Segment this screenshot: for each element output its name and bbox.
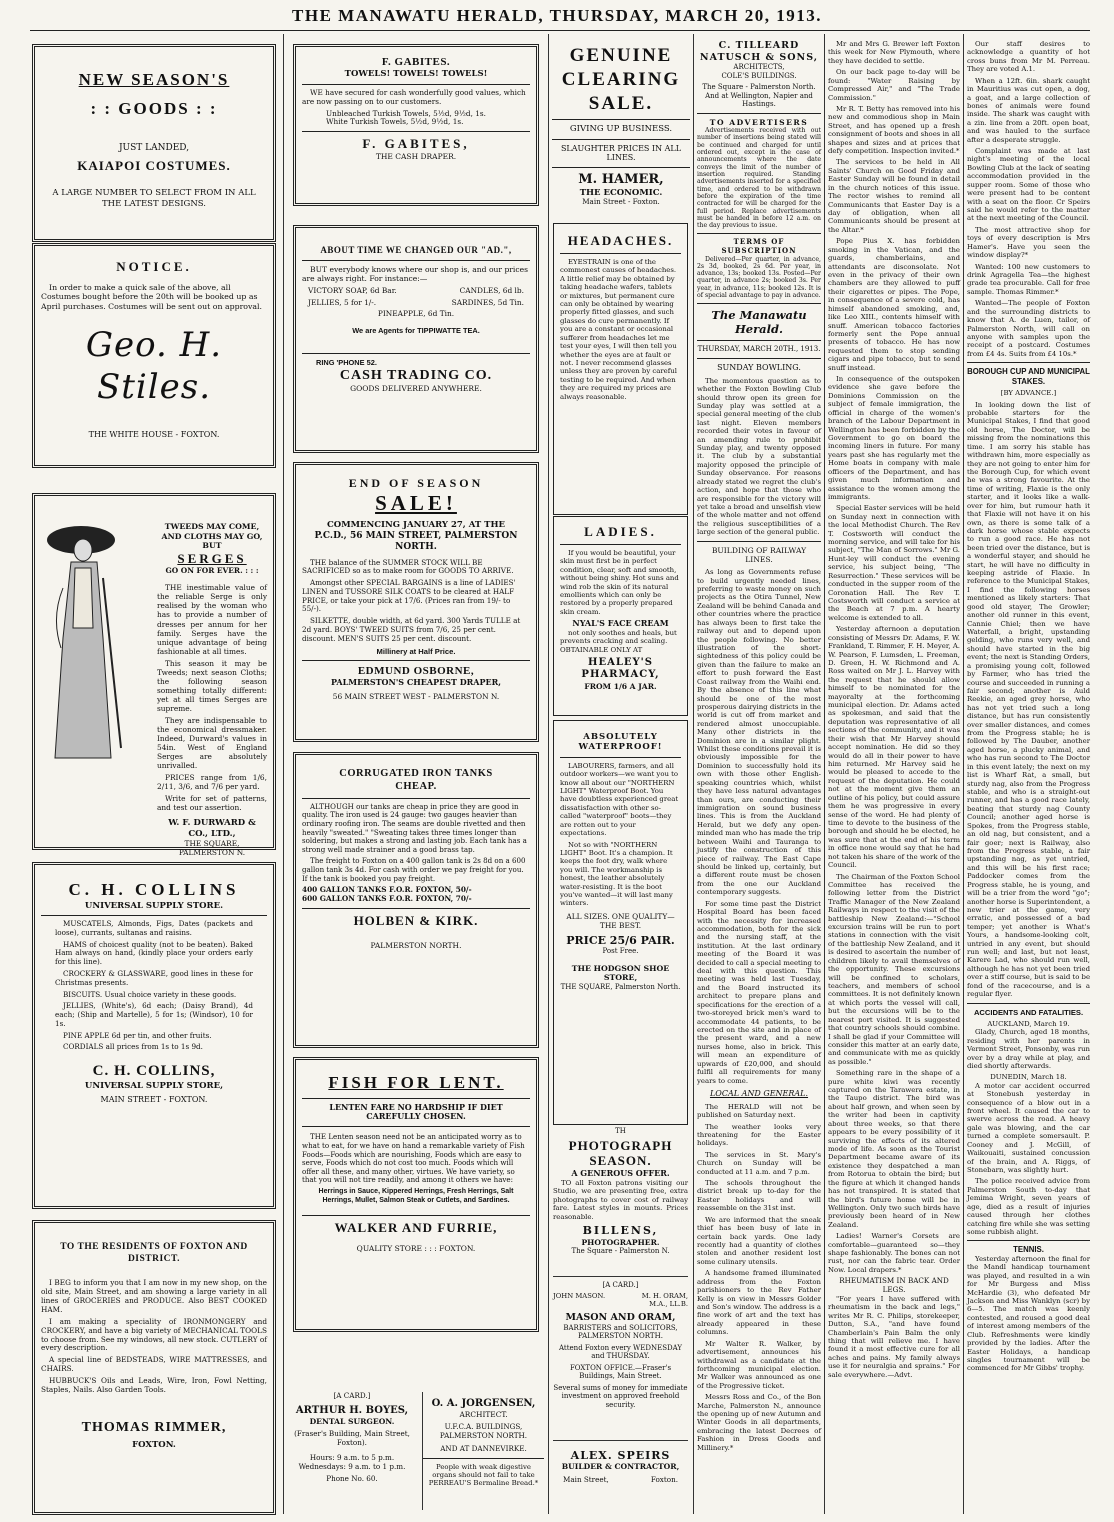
column-6 bbox=[967, 40, 1090, 1515]
ad-gabites bbox=[293, 44, 539, 206]
ad-title: PHOTOGRAPH SEASON. bbox=[568, 1137, 673, 1169]
article-title: TENNIS. bbox=[1013, 1245, 1044, 1255]
article-body: Wanted: 100 new customers to drink Agragella Tea—the highest grade tea procurable. Call for free sample. Thomas Rimmer.* bbox=[967, 262, 1090, 296]
card-address: And at Wellington, Napier and Hastings. bbox=[705, 91, 813, 109]
ad-title: SALE! bbox=[375, 490, 457, 515]
card-note: People with weak digestive organs should not fail to take PERREAU'S Bermaline Bread.* bbox=[428, 1462, 539, 1488]
ad-title: GENUINE CLEARING SALE. bbox=[561, 45, 681, 114]
masthead-rule bbox=[30, 30, 1090, 31]
ad-paragraph: ALTHOUGH our tanks are cheap in price they are good in quality. The iron used is 24 gauge: two gauges heavier than ordinary roofing iron. The seams are double rivetted and then heavily "sweated." "Sweating takes three times longer than soldering, but makes a strong and lasting job. Each tank has a strong well made strainer and a good brass tap. bbox=[302, 801, 527, 854]
paper-date: THURSDAY, MARCH 20TH., 1913. bbox=[697, 345, 821, 354]
list-item: CORDIALS all prices from 1s to 1s 9d. bbox=[63, 1042, 203, 1052]
ad-sub: GIVING UP BUSINESS. bbox=[569, 124, 673, 135]
ad-price: FROM 1/6 A JAR. bbox=[584, 681, 657, 691]
card-name: O. A. JORGENSEN, bbox=[431, 1398, 536, 1409]
ad-product: NYAL'S FACE CREAM bbox=[572, 618, 669, 629]
ad-paragraph: LABOURERS, farmers, and all outdoor workers—we want you to know all about our "NORTHERN LIGHT" Waterproof Boot. You have doubtless experienced great dissatisfaction with other so-called "waterproof" boots—they are rotten out to your expectations. bbox=[560, 761, 679, 838]
list-item: PINE APPLE 6d per tin, and other fruits. bbox=[63, 1030, 212, 1040]
ad-durward-serges bbox=[32, 493, 276, 857]
ad-sub: THE CASH DRAPER. bbox=[375, 152, 457, 162]
ad-title: C. H. COLLINS bbox=[68, 880, 240, 899]
article-body: The services to be held in All Saints' Church on Good Friday and Easter Sunday will be found in detail in the church notices of this issue. The rector wishes to remind all Communicants that Easter Day is a day of obligation, when all Communicants should be present at the Altar.* bbox=[828, 158, 960, 234]
article-body: Complaint was made at last night's meeting of the local Bowling Club at the lack of seating accommodation provided in the supper room. Some of those who were present had to be content with a seat on the floor. Cr Speirs said he would refer to the matter at the next meeting of the Council. bbox=[967, 147, 1090, 223]
card-sub: DENTAL SURGEON. bbox=[309, 1416, 395, 1426]
article-body: The most attractive shop for toys of every description is Mrs Hamer's. Have you seen the window display?* bbox=[967, 225, 1090, 260]
ad-iron-tanks bbox=[293, 752, 539, 1048]
card-line: FOXTON OFFICE.—Fraser's Buildings, Main Street. bbox=[569, 1363, 672, 1381]
ad-title: SERGES bbox=[177, 550, 247, 566]
price-item: PINEAPPLE, 6d Tin. bbox=[377, 308, 455, 318]
article-body: Something rare in the shape of a pure white kiwi was recently captured on the Tarawera estate, in the Taupo district. The bird was about half grown, and when seen by the writer had been in captivity about three weeks, so that there appears to be every possibility of it surviving the effects of its altered mode of life. As soon as the Tourist Department became aware of its existence they despatched a man from Rotorua to obtain the bird; but the figure at which it changed hands has not transpired. It is stated that the bird's future home will be in Wellington. Only two such birds have previously been heard of in New Zealand. bbox=[828, 1069, 960, 1229]
ad-line: JUST LANDED, bbox=[118, 143, 190, 154]
ad-sub: UNIVERSAL SUPPLY STORE. bbox=[84, 900, 224, 911]
ad-fragment: TH bbox=[615, 1127, 626, 1135]
card-line: Attend Foxton every WEDNESDAY and THURSDAY. bbox=[558, 1343, 683, 1361]
ad-paragraph: WE have secured for cash wonderfully good values, which are now passing on to our customers. bbox=[302, 87, 526, 106]
card-name: C. TILLEARD NATUSCH & SONS, bbox=[699, 40, 819, 63]
ad-paragraph: Amongst other SPECIAL BARGAINS is a line of LADIES' LINEN and TUSSORE SILK COATS to be cleared at HALF PRICE, or take your pick at 17/6. (Prices ran from 19/- to 55/-). bbox=[302, 578, 516, 614]
ad-name: M. HAMER, bbox=[578, 172, 664, 188]
price-item: VICTORY SOAP, 6d Bar. bbox=[308, 286, 397, 296]
ad-paragraph: A special line of BEDSTEADS, WIRE MATTRESSES, and CHAIRS. bbox=[41, 1355, 267, 1374]
ad-title: CORRUGATED IRON TANKS CHEAP. bbox=[339, 768, 493, 792]
ad-title: LADIES. bbox=[584, 524, 657, 539]
ad-notice bbox=[32, 243, 276, 468]
ad-rimmer bbox=[32, 1220, 276, 1515]
ad-address: The Square - Palmerston N. bbox=[571, 1246, 670, 1255]
paper-title: The Manawatu Herald. bbox=[711, 308, 807, 337]
ad-sub: PALMERSTON'S CHEAPEST DRAPER, bbox=[330, 677, 502, 688]
ad-new-season-goods bbox=[32, 44, 276, 242]
ad-paragraph: BUT everybody knows where our shop is, and our prices are always right. For instance:— bbox=[302, 264, 529, 284]
article-body: The services in St. Mary's Church on Sunday will be conducted at 11 a.m. and 7 p.m. bbox=[697, 1150, 821, 1176]
ad-shop: HEALEY'S PHARMACY, bbox=[581, 657, 660, 681]
ad-paragraph: PRICES range from 1/6, 2/11, 3/6, and 7/6 per yard. bbox=[157, 773, 267, 792]
ad-title: : : GOODS : : bbox=[90, 98, 218, 118]
ad-list: Herrings in Sauce, Kippered Herrings, Fresh Herrings, Salt Herrings, Mullet, Salmon Steak or Cutlets, and Sardines. bbox=[318, 1188, 514, 1204]
ad-footer: THE WHITE HOUSE - FOXTON. bbox=[88, 430, 220, 440]
article-body: When a 12ft. 6in. shark caught in Mauritius was cut open, a dog, a goat, and a large collection of bones of animals were found inside. The shark was caught with a zin. line from a 20ft. open boat, and was hauled to the surface after a desperate struggle. bbox=[967, 76, 1090, 144]
list-item: MUSCATELS, Almonds, Figs, Dates (packets and loose), currants, sultanas and raisins. bbox=[55, 919, 253, 937]
card-address: U.F.C.A. BUILDINGS, PALMERSTON NORTH. bbox=[439, 1422, 528, 1440]
section-title: TO ADVERTISERS bbox=[709, 117, 809, 127]
ad-address: THE SQUARE, PALMERSTON N. bbox=[178, 838, 246, 857]
card-line: Several sums of money for immediate investment on approved freehold security. bbox=[553, 1383, 688, 1409]
article-title: ACCIDENTS AND FATALITIES. bbox=[973, 1007, 1084, 1017]
card-hours: Hours: 9 a.m. to 5 p.m. Wednesdays: 9 a.m. to 1 p.m. bbox=[298, 1452, 406, 1471]
card-sub: COLE'S BUILDINGS. bbox=[721, 71, 797, 80]
card-speirs bbox=[553, 1440, 688, 1510]
notice-text: Advertisements received with out number of insertions being stated will be continued and charged for until ordered out, except in the case of announcements where the date conveys the limit of the number of insertion required. Standing advertisements inserted for a specified time, and ordered to be withdrawn before the expiration of the time contracted for will be charged for the full period. Replace advertisements must be handed in before 12 a.m. on the day previous to issue. bbox=[697, 127, 821, 230]
article-body: The Chairman of the Foxton School Committee has received the following letter from the District Traffic Manager of the New Zealand Railways in respect to the visit of the battleship New Zealand:—"School excursion trains will be run to port stations in connection with the visit of the battleship New Zealand, and it is desired to ascertain the number of children likely to avail themselves of the opportunity. These excursions will be confined to scholars, teachers, and members of school committees. It is not definitely known at which ports the vessel will call, but the excursions will be to the nearest port visited. It is suggested that country schools should combine. I shall be glad if your Committee will consider this matter at an early date, and communicate with me as quickly as possible." bbox=[828, 872, 961, 1066]
price-item: JELLIES, 5 for 1/-. bbox=[308, 297, 377, 307]
ad-sub: P.C.D., 56 MAIN STREET, PALMERSTON NORTH. bbox=[314, 530, 518, 552]
ad-paragraph: I am making a speciality of IRONMONGERY and CROCKERY, and have a big variety of MECHANICAL TOOLS to choose from. See my windows, all new stock. CUTLERY of every description. bbox=[41, 1316, 267, 1353]
ad-post: Post Free. bbox=[602, 947, 639, 956]
article-body: We are informed that the sneak thief has been busy of late in certain back yards. One lady recently had a quantity of clothes stolen and another resident lost some culinary utensils. bbox=[697, 1215, 821, 1266]
ad-title: EDMUND OSBORNE, bbox=[357, 664, 475, 677]
ad-line: White Turkish Towels, 5½d, 9½d, 1s. bbox=[326, 117, 464, 127]
ad-sub: COMMENCING JANUARY 27, AT THE bbox=[327, 520, 505, 531]
card-address: The Square - Palmerston North. bbox=[702, 83, 816, 92]
card-partner: M. H. ORAM, M.A., LL.B. bbox=[641, 1291, 688, 1308]
ad-description: A LARGE NUMBER TO SELECT FROM IN ALL THE LATEST DESIGNS. bbox=[52, 188, 256, 209]
ad-shop: THE HODGSON SHOE STORE, bbox=[571, 963, 670, 983]
card-address: (Fraser's Building, Main Street, Foxton). bbox=[294, 1429, 410, 1447]
article-body: Mr and Mrs G. Brewer left Foxton this week for New Plymouth, where they have decided to settle. bbox=[828, 40, 960, 65]
masthead: THE MANAWATU HERALD, THURSDAY, MARCH 20, 1913. bbox=[292, 6, 822, 25]
section-title: TERMS OF SUBSCRIPTION bbox=[721, 237, 797, 255]
column-divider bbox=[824, 34, 825, 1514]
ad-title: THOMAS RIMMER, bbox=[81, 1419, 227, 1435]
article-body: In consequence of the outspoken evidence she gave before the Dominions Commission on the subject of female immigration, the official in charge of the women's branch of the Labour Department in Wellington has been forbidden by the Government to go on board the incoming liners in future. For many years past she has regularly met the Home boats in company with male officers of the Department, and has given much information and assistance to the women among the immigrants. bbox=[828, 375, 960, 501]
article-body: Yesterday afternoon a deputation consisting of Messrs Dr. Adams, F. W. Frankland, T. Rimmer, F. H. Meyer, A. W. Pearson, F. Lumsden, L. Freeman, D. Green, H. W. Richmond and A. Ross waited on Mr J. L. Harvey with the request that he should allow himself to be nominated for the mayoralty at the forthcoming municipal election. Dr. Adams acted as spokesman, and said that the deputation was representative of all sections of the community, and it was their wish that Mr Harvey should accept nomination. He did so they would do all in their power to have him returned. Mr Harvey said he would be pleased to accede to the request of the deputation. He could not at the moment give them an outline of his policy, but could assure them he was progressive in every sense of the word. He had plenty of time to devote to the business of the borough and should he be elected, he was sure that at the end of his term in office none would say that he had not taken his share of the work of the Council. bbox=[828, 625, 960, 870]
article-body: "For years I have suffered with rheumatism in the back and legs," writes Mr R. C. Philips, storekeeper, Dutton, S.A., "and have found Chamberlain's Pain Balm the only thing that will relieve me. I have found it a most effective cure for all aches and pains. My family always use it for neuralgia and sprains." For sale everywhere.—Advt. bbox=[828, 1294, 960, 1379]
card-sub: ARCHITECTS, bbox=[733, 63, 785, 72]
column-divider bbox=[693, 34, 694, 1514]
article-body: Yesterday afternoon the final for the Mandl handicap tournament was played, and resulted in a win for Mr Burgess and Miss McHardie (3), who defeated Mr Jackson and Miss Wanklyn (scr) by 6—5. The match was keenly contested, and roused a good deal of interest among members of the Club. Refreshments were kindly provided by the ladies. After the Easter Holidays, a handicap singles tournament will be commenced for Mr Gibbs' trophy. bbox=[967, 1254, 1090, 1373]
ad-clearing-sale bbox=[552, 40, 690, 216]
card-name: ARTHUR H. BOYES, bbox=[295, 1404, 409, 1416]
ad-sizes: ALL SIZES. ONE QUALITY—THE BEST. bbox=[566, 911, 675, 930]
fashion-illustration bbox=[41, 518, 151, 768]
column-divider bbox=[548, 34, 549, 1514]
ad-address: FOXTON. bbox=[132, 1439, 176, 1450]
ad-heading: KAIAPOI COSTUMES. bbox=[77, 158, 231, 174]
card-tillard bbox=[697, 40, 821, 109]
ad-sub: THE ECONOMIC. bbox=[579, 187, 663, 198]
ad-photograph bbox=[553, 1127, 688, 1272]
ad-paragraph: Not so with "NORTHERN LIGHT" Boot. It's a champion. It keeps the foot dry, walk where you will. The workmanship is honest, the leather absolutely water-resisting. It is the boot you've wanted—it will last many winters. bbox=[560, 840, 673, 908]
card-sub: ARCHITECT. bbox=[459, 1410, 508, 1420]
article-body: Glady, Church, aged 18 months, residing with her parents in Vermont Street, Ponsonby, was run over by a dray while at play, and died shortly afterwards. bbox=[967, 1028, 1090, 1070]
card-label: [A CARD.] bbox=[333, 1391, 371, 1400]
card-phone: Phone No. 60. bbox=[326, 1474, 378, 1484]
article-body: Wanted—The people of Foxton and the surrounding districts to know that A. de Luen, tailor, of Palmerston North, will call on anyone with samples upon the receipt of a postcard. Costumes from £4 4s. Suits from £4 10s.* bbox=[967, 299, 1090, 358]
ad-title: HEADACHES. bbox=[567, 233, 674, 248]
ad-heading: TWEEDS MAY COME, AND CLOTHS MAY GO, BUT bbox=[161, 522, 263, 550]
dateline: DUNEDIN, March 18. bbox=[990, 1073, 1067, 1082]
ad-agents: We are Agents for TIPPIWATTE TEA. bbox=[352, 325, 480, 335]
article-body: A handsome framed illuminated address from the Foxton parishioners to the Rev Father Kelly is on view in Messrs Golder and Son's window. The address is a fine work of art and the text has already appeared in these columns. bbox=[697, 1269, 821, 1337]
article-body: For some time past the District Hospital Board has been faced with the necessity for increased accommodation, both for the sick and the nursing staff, at the institution. At the last ordinary meeting of the Board it was decided to call a special meeting to deal with this question. This meeting was held last Tuesday, and the Board instructed its architect to prepare plans and specifications for the erection of a two-storeyed brick men's ward to accommodate 44 patients, to be erected on the site and in place of the present ward, and a new nurses home, also in brick. This will mean an expenditure of upwards of £20,000, and should fulfil all requirements for many years to come. bbox=[697, 899, 821, 1085]
ad-waterproof-boots bbox=[553, 720, 688, 1125]
ad-end-of-season-sale bbox=[293, 462, 539, 742]
ad-price: PRICE 25/6 PAIR. bbox=[566, 933, 675, 947]
ad-address: PALMERSTON NORTH. bbox=[370, 941, 462, 950]
article-title: BOROUGH CUP AND MUNICIPAL STAKES. bbox=[967, 367, 1090, 386]
article-body: Ladies! Warner's Corsets are comfortable—guaranteed so—they shape fashionably. The bones can not rust, nor can the fabric tear. Order Now. Local drapers.* bbox=[828, 1232, 960, 1274]
ad-sub: GO ON FOR EVER. : : : bbox=[165, 566, 259, 576]
article-body: On our back page to-day will be found: "Water Raising by Compressed Air," and "The Trade Commission." bbox=[828, 68, 960, 102]
ad-fish-for-lent bbox=[293, 1057, 539, 1332]
ad-paragraph: EYESTRAIN is one of the commonest causes of headaches. A little relief may be obtained by taking headache wafers, tablets or mixtures, but permanent cure can only be obtained by wearing properly fitted glasses, and such glasses do cure permanently. If you are a constant or occasional sufferer from headaches let me test your eyes, I will then tell you whether the eyes are at fault or not. I never recommend glasses unless they are proven by careful testing to be required. And when they are required my prices are always reasonable. bbox=[560, 257, 677, 401]
ad-title: NEW SEASON'S bbox=[78, 70, 230, 89]
ad-paragraph: THE inestimable value of the reliable Serge is only realised by the woman who has to provide a number of dresses per annum for her family. Serges have the unique advantage of being fashionable at all times. bbox=[157, 583, 267, 656]
ad-title: F. GABITES, bbox=[362, 136, 470, 152]
card-address: Main Street, bbox=[563, 1474, 609, 1484]
ad-paragraph: If you would be beautiful, your skin must first be in perfect condition, clear, soft and smooth, without being shiny. Hot suns and wind rob the skin of its natural emollients which can only be restored by a properly prepared skin cream. bbox=[560, 548, 679, 616]
ad-sub: A GENEROUS OFFER. bbox=[571, 1168, 670, 1179]
ad-paragraph: I BEG to inform you that I am now in my new shop, on the old site, Main Street, and am showing a large variety in all lines of GROCERIES and PRODUCE. Also BEST COOKED HAM. bbox=[41, 1278, 267, 1314]
column-divider bbox=[283, 34, 284, 1514]
article-body: Our staff desires to acknowledge a quantity of hot cross buns from Mr M. Perreau. They are voted A.1. bbox=[967, 40, 1090, 74]
ad-title: TO THE RESIDENTS OF FOXTON AND DISTRICT. bbox=[60, 1242, 248, 1264]
article-body: A motor car accident occurred at Stonebush yesterday in consequence of a blow out in a front wheel. It caused the car to swerve across the road. A heavy gale was blowing, and the car turned a complete somersault. P. Cooney and J. McGill, of Waikouaiti, sustained concussion of the brain, and A. Riggs, of Stonebarn, was slightly hurt. bbox=[967, 1081, 1090, 1174]
ad-title: ABOUT TIME WE CHANGED OUR "AD.", bbox=[320, 245, 512, 255]
ad-address: Main Street - Foxton. bbox=[582, 197, 660, 207]
ad-sub: TOWELS! TOWELS! TOWELS! bbox=[344, 69, 488, 80]
ad-address: QUALITY STORE : : : FOXTON. bbox=[356, 1244, 476, 1253]
card-boyes bbox=[288, 1392, 416, 1510]
article-body: The weather looks very threatening for the Easter holidays. bbox=[697, 1122, 821, 1148]
ad-sub: GOODS DELIVERED ANYWHERE. bbox=[350, 383, 482, 393]
card-sub: BUILDER & CONTRACTOR, bbox=[561, 1462, 680, 1472]
column-4 bbox=[697, 40, 821, 1515]
card-firm: MASON AND ORAM, bbox=[565, 1312, 676, 1324]
card-address: Foxton. bbox=[650, 1474, 678, 1484]
ad-paragraph: HUBBUCK'S Oils and Leads, Wire, Iron, Fowl Netting, Staples, Nails. Also Garden Tools. bbox=[41, 1376, 267, 1394]
ad-title: HOLBEN & KIRK. bbox=[353, 913, 479, 929]
ad-paragraph: This season it may be Tweeds; next season Cloths; the following season something totally different: yet at all times Serges are supreme. bbox=[157, 658, 267, 713]
article-title: LOCAL AND GENERAL. bbox=[709, 1088, 809, 1098]
card-name: ALEX. SPEIRS bbox=[570, 1449, 671, 1462]
ad-title: WALKER AND FURRIE, bbox=[334, 1220, 498, 1236]
ad-line: Unbleached Turkish Towels, 5½d, 9½d, 1s. bbox=[326, 108, 486, 118]
ad-name: BILLENS, bbox=[582, 1224, 659, 1238]
article-body: Special Easter services will be held on Sunday next in connection with the local Methodist Church. The Rev T. Costsworth will conduct the morning service, and will take for his subject, "The Man of Sorrows." Mr G. Hunt-ley will conduct the evening service, his subject being, "The Resurrection." These services will be conducted in the supper room of the Coronation Hall. The Rev T. Costsworth will conduct a service at the Beach at 7 p.m. A hearty welcome is extended to all. bbox=[828, 504, 960, 622]
ad-ladies bbox=[553, 516, 688, 716]
article-body: As long as Governments refuse to build urgently needed lines, preferring to waste money on such projects as the Otira Tunnel, New Zealand will be behind Canada and other countries where the practice has always been to first take the railway out and to depend upon the people following. No better illustration of the short-sightedness of this policy could be given than the failure to make an effort to push forward the East Coast railway from the Waihi end. By the absence of this line what should be one of the most prosperous dairying districts in the world is cut off from market and rendered almost unoccupiable. Many other districts in the Dominion are in a similar plight. Whilst these conditions prevail it is obviously impossible for the Dominion to successfully hold its own with those other English-speaking countries which, whilst they have less natural advantages than ours, are conducting their immigration on sound business lines. This is from the Auckland Herald, but we defy any open-minded man who has made the trip between Waihi and Tauranga to justify the construction of this piece of railway. The East Cape should be linked up, certainly, but a different route must be chosen from the one our Auckland contemporary suggests. bbox=[697, 568, 821, 897]
card-jorgensen bbox=[422, 1392, 544, 1510]
list-item: HAMS of choicest quality (not to be beaten). Baked Ham always on hand, (kindly place your orders early for this line). bbox=[55, 939, 253, 967]
dateline: AUCKLAND, March 19. bbox=[987, 1019, 1070, 1028]
article-body: The police received advice from Palmerston South to-day that Jemima Wright, seven years of age, died as a result of injuries caused through her clothes catching fire while she was setting some rubbish alight. bbox=[967, 1177, 1090, 1236]
ad-title: ABSOLUTELY WATERPROOF! bbox=[578, 732, 663, 753]
article-title: RHEUMATISM IN BACK AND LEGS. bbox=[839, 1276, 949, 1295]
article-body: Pope Pius X. has forbidden smoking in the Vatican, and the guards, chamberlains, and attendants are disconsolate. Not even in the privacy of their own chambers are they allowed to puff their cigarettes or pipes. The Pope, in consequence of a severe cold, has himself abandoned smoking, and, like Leo XIII., contents himself with snuff. American tobacco factories formerly sent the Pope annual presents of tobacco. He has now requested them to stop sending cigars and pipe tobacco, but to send snuff instead. bbox=[828, 237, 960, 372]
article-title: SUNDAY BOWLING. bbox=[717, 362, 801, 372]
price-line: 400 GALLON TANKS F.O.R. FOXTON, 50/- bbox=[302, 885, 472, 895]
ad-sub: SLAUGHTER PRICES IN ALL LINES. bbox=[560, 143, 682, 163]
article-byline: [BY ADVANCE.] bbox=[1000, 389, 1057, 398]
list-item: JELLIES, (White's), 6d each; (Daisy Brand), 4d each; (Ship and Martelle), 5 for 1s; (Windsor), 10 for 1s. bbox=[55, 1001, 253, 1028]
ad-headaches bbox=[553, 223, 688, 515]
article-body: The momentous question as to whether the Foxton Bowling Club should throw open its green for Sunday play was settled at a special general meeting of the club last night. Eleven members recorded their votes in favour of an amending rule to prohibit Sunday play, and twenty opposed it. The club by a substantial majority opposed the principle of Sunday observance. For reasons already stated we regret the club's action, and hope that those who are responsible for the victory will yet take a broad and unselfish view of the whole matter and not offend the religious susceptibilities of a large section of the general public. bbox=[697, 376, 821, 537]
ad-firm: W. F. DURWARD & CO., LTD., bbox=[168, 818, 256, 839]
signature: Geo. H. Stiles. bbox=[85, 325, 223, 407]
card-mason-oram bbox=[553, 1276, 688, 1424]
ad-collins bbox=[32, 862, 276, 1209]
article-body: Messrs Ross and Co., of the Bon Marche, Palmerston N., announce the opening up of new Autumn and Winter Goods in all departments, embracing the latest Decrees of Fashion in Dress Goods and Millinery.* bbox=[697, 1393, 821, 1452]
ad-title: C. H. COLLINS, bbox=[92, 1063, 216, 1080]
price-line: 600 GALLON TANKS F.O.R. FOXTON, 70/- bbox=[302, 894, 472, 904]
ad-phone: RING 'PHONE 52. bbox=[316, 357, 377, 367]
ad-sub: PHOTOGRAPHER. bbox=[581, 1237, 660, 1247]
card-sub: BARRISTERS and SOLICITORS, PALMERSTON NORTH. bbox=[563, 1323, 678, 1341]
ad-cash-trading bbox=[293, 225, 539, 453]
ad-paragraph: TO all Foxton patrons visiting our Studio, we are presenting free, extra photographs to cover cost of railway fare. Latest styles in mounts. Prices reasonable. bbox=[553, 1179, 688, 1221]
article-body: The HERALD will not be published on Saturday next. bbox=[697, 1102, 821, 1120]
ad-line: Millinery at Half Price. bbox=[376, 646, 456, 656]
ad-address: 56 MAIN STREET WEST - PALMERSTON N. bbox=[332, 691, 500, 701]
ad-sub: UNIVERSAL SUPPLY STORE, bbox=[84, 1080, 224, 1091]
column-5 bbox=[828, 40, 960, 1515]
ad-address: THE SQUARE, Palmerston North. bbox=[560, 982, 681, 991]
article-body: Mr Walter R. Walker, by advertisement, announces his withdrawal as a candidate at the forthcoming municipal election. Mr Walker was announced as one of the Progressive ticket. bbox=[697, 1339, 821, 1390]
card-label: [A CARD.] bbox=[602, 1281, 639, 1289]
ad-address: MAIN STREET - FOXTON. bbox=[100, 1094, 208, 1104]
ad-paragraph: They are indispensable to the economical dressmaker. Indeed, Durward's values in 54in. West of England Serges are absolutely unrivalled. bbox=[157, 715, 267, 770]
card-address: AND AT DANNEVIRKE. bbox=[440, 1443, 527, 1453]
notice-text: Delivered—Per quarter, in advance, 2s 3d, booked, 2s 6d. Per year, in advance, 13s; booked 13s. Posted—Per quarter, in advance 2s; booked 3s. Per year, in advance, 11s; booked 12s. It is of special advantage to pay in advance. bbox=[697, 255, 821, 300]
article-body: The schools throughout the district break up to-day for the Easter holidays and will reassemble on the 31st inst. bbox=[697, 1179, 821, 1213]
price-item: SARDINES, 5d Tin. bbox=[451, 297, 524, 307]
price-item: CANDLES, 6d lb. bbox=[459, 286, 524, 296]
ad-paragraph: Write for set of patterns, and test our assertion. bbox=[157, 794, 267, 813]
ad-paragraph: THE balance of the SUMMER STOCK WILL BE SACRIFICED so as to make room for GOODS TO ARRIVE. bbox=[302, 557, 514, 576]
ad-title: CASH TRADING CO. bbox=[339, 367, 493, 383]
article-body: In looking down the list of probable starters for the Municipal Stakes, I find that good old horse, The Doctor, will be missing from the nominations this time. I am sorry his stable has withdrawn him, more especially as they are not going to enter him for the Borough Cup, for which event he was a strong favourite. At the time of writing, Flaxie is the only starter, and it looks like a walk-over for him, but rumour hath it that Flaxie will not have it on his own, as there is some talk of a dark horse whose stable expects to run a good race. He has not been tried over the distance, but is a wonderful stayer, and should he start, he will have no difficulty in keeping astride of Flaxie. In reference to the Municipal Stakes, I find the following horses mentioned as likely starters: That good old stayer, The Growler; another old runner in this event, Cannie Chiel; then we have Waterfall, a bright, upstanding gelding, who runs very well, and should have started in the big event; the next is Standing Orders, a promising young colt, followed by Farmer, who has tried the course and succeeded in running a fair second; another is Auld Reekie, an aged grey horse, who has not yet tried such a long distance, but has run consistently over smaller distances, and comes from the Progress stable; he is followed by The Dauber, another aged horse, a plucky animal, and who has run second to The Doctor in this event lately; the next on my list is Wharf Rat, a small, but sturdy nag, also from the Progress stable, and who is a straight-out runner, and has a good race lately, beating that sturdy nag County Council; another aged horse is Spokes, from the Progress stable, an old nag, but consistent, and a fair goer; next is Railway, also from the Progress stable, a fair upstanding nag, as yet untried, and this will be his first race; Paddocker comes from the Progress stable, he is young, and will be a trier from the word "go"; another horse is Superintendent, a new trier at the game, very erratic, and possessed of a bad temper; yet another is What's Yours, a handsome-looking colt, untried in any event, but should run well; and last, but not least, Karere Lad, who should run well, although he has not yet been tried over a stiff course, but is said to be fond of the racecourse, and is a regular flyer. bbox=[967, 400, 1091, 999]
ad-sub: LENTEN FARE NO HARDSHIP IF DIET CAREFULLY CHOSEN. bbox=[329, 1101, 503, 1122]
list-item: BISCUITS. Usual choice variety in these goods. bbox=[63, 989, 237, 999]
article-title: BUILDING OF RAILWAY LINES. bbox=[711, 545, 807, 564]
ad-title: END OF SEASON bbox=[348, 476, 484, 490]
ad-paragraph: SILKETTE, double width, at 6d yard. 300 Yards TULLE at 2d yard. BOYS' TWEED SUITS from 7/6, 25 per cent. discount. MEN'S SUITS 25 per cent. discount. bbox=[302, 616, 521, 643]
ad-paragraph: The freight to Foxton on a 400 gallon tank is 2s 8d on a 600 gallon tank 3s 4d. For cash with order we pay freight for you. If the tank is booked you pay freight. bbox=[302, 856, 526, 883]
card-partner: JOHN MASON. bbox=[553, 1291, 606, 1300]
ad-title: F. GABITES. bbox=[381, 56, 451, 68]
ad-paragraph: not only soothes and heals, but prevents cracking and scaling. OBTAINABLE ONLY AT bbox=[560, 628, 677, 654]
column-divider bbox=[963, 34, 964, 1514]
ad-paragraph: THE Lenten season need not be an anticipated worry as to what to eat, for we have on hand a remarkable variety of Fish Foods—Foods which are nourishing, Foods which are easy to serve, Foods which do not cost too much. Foods which will offer all these, and many other, virtues. We have variety, so that you will not tire readily, and among it others we have: bbox=[302, 1132, 525, 1185]
ad-title: NOTICE. bbox=[116, 259, 192, 274]
article-body: Mr R. T. Betty has removed into his new and commodious shop in Main Street, and has opened up a fresh consignment of boots and shoes in all shapes and sizes and at prices that defy competition. Inspection invited.* bbox=[828, 104, 960, 156]
ad-title: FISH FOR LENT. bbox=[328, 1073, 504, 1092]
list-item: CROCKERY & GLASSWARE, good lines in these for Christmas presents. bbox=[55, 969, 253, 987]
ad-body: In order to make a quick sale of the above, all Costumes bought before the 20th will be booked up as April purchases. Costumes will be sent out on approval. bbox=[41, 282, 263, 311]
